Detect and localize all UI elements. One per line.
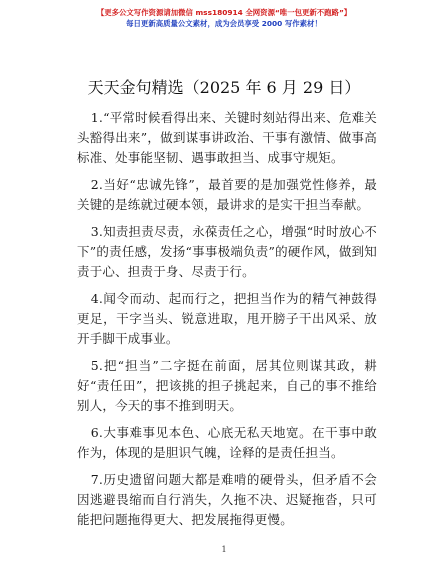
promo-line-contact: 【更多公文写作资源请加微信 mss180914 全网资源“唯一包更新不跑路”】 xyxy=(96,8,352,17)
promo-line-membership: 每日更新高质量公文素材，成为会员享受 2000 写作素材！ xyxy=(126,19,322,28)
page-number: 1 xyxy=(221,545,227,554)
quote-paragraph-1: 1.“平常时候看得出来、关键时刻站得出来、危难关头豁得出来”，做到谋事讲政治、干事有激情、做事高标准、处事能坚韧、遇事敢担当、成事守规矩。 xyxy=(77,110,377,165)
quote-paragraph-3: 3.知责担责尽责，永葆责任之心，增强“时时放心不下”的责任感，发扬“事事极端负责”的硬作风，做到知责于心、担责于身、尽责于行。 xyxy=(77,224,377,279)
promo-header xyxy=(0,8,448,29)
document-title: 天天金句精选（2025 年 6 月 29 日） xyxy=(87,78,361,97)
document-body xyxy=(77,108,377,537)
quote-paragraph-6: 6.大事难事见本色、心底无私天地宽。在干事中敢作为，体现的是胆识气魄，诠释的是责任担当。 xyxy=(77,425,377,460)
quote-paragraph-4: 4.闻令而动、起而行之，把担当作为的精气神鼓得更足，干字当头、锐意进取，甩开膀子干出风采、放开手脚干成事业。 xyxy=(77,291,377,346)
quote-paragraph-5: 5.把“担当”二字挺在前面，居其位则谋其政，耕好“责任田”，把该挑的担子挑起来，自己的事不推给别人，今天的事不推到明天。 xyxy=(77,358,377,413)
quote-paragraph-7: 7.历史遗留问题大都是难啃的硬骨头，但矛盾不会因逃避畏缩而自行消失，久拖不决、迟疑拖沓，只可能把问题拖得更大、把发展拖得更慢。 xyxy=(77,472,377,527)
quote-paragraph-2: 2.当好“忠诚先锋”，最首要的是加强党性修养，最关键的是练就过硬本领，最讲求的是实干担当奉献。 xyxy=(77,177,377,212)
